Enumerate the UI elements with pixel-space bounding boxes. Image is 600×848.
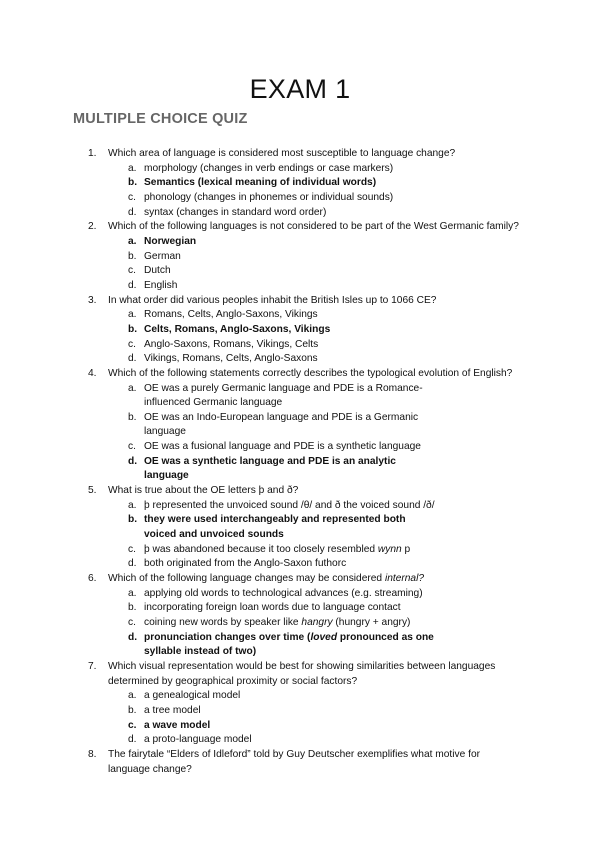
- option-text: Celts, Romans, Anglo-Saxons, Vikings: [144, 323, 331, 335]
- option-text: þ represented the unvoiced sound /θ/ and ð the voiced sound /ð/: [144, 499, 435, 511]
- option-d: [0, 557, 520, 572]
- option-letter: d.: [128, 631, 138, 643]
- question-text-italic: internal?: [384, 573, 425, 585]
- option-text: OE was a fusional language and PDE is a synthetic language: [144, 441, 421, 453]
- question-text: Which of the following languages is not considered to be part of the West Germanic family?: [108, 221, 519, 233]
- option-d: [0, 352, 520, 367]
- option-letter: a.: [128, 235, 137, 247]
- option-text: Dutch: [144, 265, 171, 277]
- question-8: [0, 748, 600, 777]
- option-b: [0, 704, 520, 719]
- question-text-start: Which of the following language changes may be considered: [108, 573, 385, 585]
- option-letter: d.: [128, 558, 137, 570]
- option-letter: d.: [128, 455, 138, 467]
- option-c: [0, 191, 520, 206]
- question-list: [0, 147, 600, 777]
- option-text: applying old words to technological advances (e.g. streaming): [144, 587, 423, 599]
- option-letter: c.: [128, 441, 136, 453]
- option-text: a genealogical model: [144, 690, 241, 702]
- option-text: syntax (changes in standard word order): [144, 206, 327, 218]
- option-letter: b.: [128, 177, 138, 189]
- option-letter: a.: [128, 690, 137, 702]
- question-text: The fairytale “Elders of Idleford” told by Guy Deutscher exemplifies what motive for language change?: [108, 748, 480, 775]
- option-text: a proto-language model: [144, 734, 252, 746]
- option-a: [0, 308, 520, 323]
- option-b-correct: [0, 176, 520, 191]
- option-text-italic: loved: [310, 631, 338, 643]
- option-text-start: pronunciation changes over time (: [144, 631, 311, 643]
- option-letter: c.: [128, 617, 136, 628]
- option-d-correct: [0, 455, 520, 484]
- question-6: [0, 572, 600, 660]
- question-text: [108, 572, 520, 587]
- option-letter: b.: [128, 602, 137, 614]
- option-d: [0, 206, 520, 221]
- option-b-correct: [0, 513, 520, 542]
- option-text-start: þ was abandoned because it too closely resembled: [144, 543, 378, 555]
- option-c: [0, 264, 520, 279]
- page-subtitle: MULTIPLE CHOICE QUIZ: [73, 111, 248, 127]
- option-text-start: coining new words by speaker like: [144, 617, 302, 628]
- option-letter: a.: [128, 587, 137, 599]
- option-text: OE was a synthetic language and PDE is an analytic language: [144, 455, 396, 482]
- option-letter: a.: [128, 162, 137, 174]
- option-list: [108, 162, 520, 221]
- question-7: [0, 660, 600, 748]
- option-c: [0, 616, 520, 631]
- option-d-correct: [0, 631, 520, 660]
- question-number: 8.: [88, 748, 97, 760]
- option-d: [0, 279, 520, 294]
- option-letter: c.: [128, 265, 136, 277]
- question-2: [0, 220, 600, 293]
- option-a: [0, 382, 520, 411]
- question-number: 3.: [88, 294, 97, 306]
- option-letter: c.: [128, 338, 136, 350]
- option-letter: a.: [128, 499, 137, 511]
- option-letter: b.: [128, 704, 137, 716]
- question-text: Which visual representation would be best for showing similarities between languages determined by geographical proximity or social factors?: [108, 660, 496, 687]
- question-number: 1.: [88, 148, 97, 159]
- option-letter: b.: [128, 514, 138, 526]
- option-a-correct: [0, 235, 520, 250]
- option-b: [0, 411, 520, 440]
- option-a: [0, 162, 520, 177]
- option-list: [108, 235, 520, 294]
- option-text: both originated from the Anglo-Saxon futhorc: [144, 558, 347, 570]
- question-text: Which of the following statements correctly describes the typological evolution of English?: [108, 367, 513, 379]
- question-text: Which area of language is considered most susceptible to language change?: [108, 148, 456, 159]
- option-letter: c.: [128, 543, 136, 555]
- option-b: [0, 250, 520, 265]
- option-c: [0, 338, 520, 353]
- option-list: [108, 587, 520, 660]
- question-4: [0, 367, 600, 484]
- question-number: 6.: [88, 573, 97, 585]
- option-letter: c.: [128, 191, 136, 203]
- question-number: 2.: [88, 221, 97, 233]
- option-text: Anglo-Saxons, Romans, Vikings, Celts: [144, 338, 319, 350]
- option-text: incorporating foreign loan words due to language contact: [144, 602, 401, 614]
- option-text: English: [144, 279, 178, 291]
- question-text: What is true about the OE letters þ and ð?: [108, 485, 299, 497]
- question-number: 4.: [88, 367, 97, 379]
- option-letter: d.: [128, 279, 137, 291]
- option-text: Semantics (lexical meaning of individual words): [144, 177, 377, 189]
- question-3: [0, 294, 600, 367]
- option-a: [0, 587, 520, 602]
- option-letter: d.: [128, 734, 137, 746]
- option-text: German: [144, 250, 181, 262]
- option-text: a tree model: [144, 704, 201, 716]
- option-text: Vikings, Romans, Celts, Anglo-Saxons: [144, 353, 318, 365]
- option-letter: d.: [128, 206, 137, 218]
- question-number: 5.: [88, 485, 97, 497]
- option-list: [108, 689, 520, 748]
- option-letter: a.: [128, 309, 137, 321]
- option-b: [0, 601, 520, 616]
- question-1: [0, 147, 600, 220]
- option-text: OE was a purely Germanic language and PDE is a Romance-influenced Germanic language: [144, 382, 423, 409]
- option-text: Norwegian: [144, 235, 197, 247]
- option-text: phonology (changes in phonemes or individual sounds): [144, 191, 394, 203]
- option-text-italic: hangry: [301, 617, 333, 628]
- option-b-correct: [0, 323, 520, 338]
- option-c-correct: [0, 719, 520, 734]
- option-text-end: pronounced as one syllable instead of two): [144, 631, 434, 658]
- option-text: OE was an Indo-European language and PDE is a Germanic language: [144, 411, 419, 438]
- option-list: [108, 308, 520, 367]
- option-text-end: p: [401, 543, 411, 555]
- option-list: [108, 382, 520, 485]
- question-number: 7.: [88, 660, 97, 672]
- option-letter: c.: [128, 719, 137, 731]
- option-letter: d.: [128, 353, 137, 365]
- option-text: they were used interchangeably and represented both voiced and unvoiced sounds: [144, 514, 406, 541]
- option-letter: b.: [128, 323, 138, 335]
- option-a: [0, 499, 520, 514]
- option-c: [0, 543, 520, 558]
- option-letter: a.: [128, 382, 137, 394]
- question-text: In what order did various peoples inhabit the British Isles up to 1066 CE?: [108, 294, 437, 306]
- option-c: [0, 440, 520, 455]
- option-text: morphology (changes in verb endings or case markers): [144, 162, 394, 174]
- page-title: EXAM 1: [249, 74, 351, 104]
- option-letter: b.: [128, 411, 137, 423]
- option-text: a wave model: [144, 719, 211, 731]
- option-text: Romans, Celts, Anglo-Saxons, Vikings: [144, 309, 318, 321]
- option-a: [0, 689, 520, 704]
- option-letter: b.: [128, 250, 137, 262]
- option-list: [108, 499, 520, 572]
- option-text-end: (hungry + angry): [332, 617, 411, 628]
- option-text-italic: wynn: [377, 543, 402, 555]
- option-d: [0, 733, 520, 748]
- question-5: [0, 484, 600, 572]
